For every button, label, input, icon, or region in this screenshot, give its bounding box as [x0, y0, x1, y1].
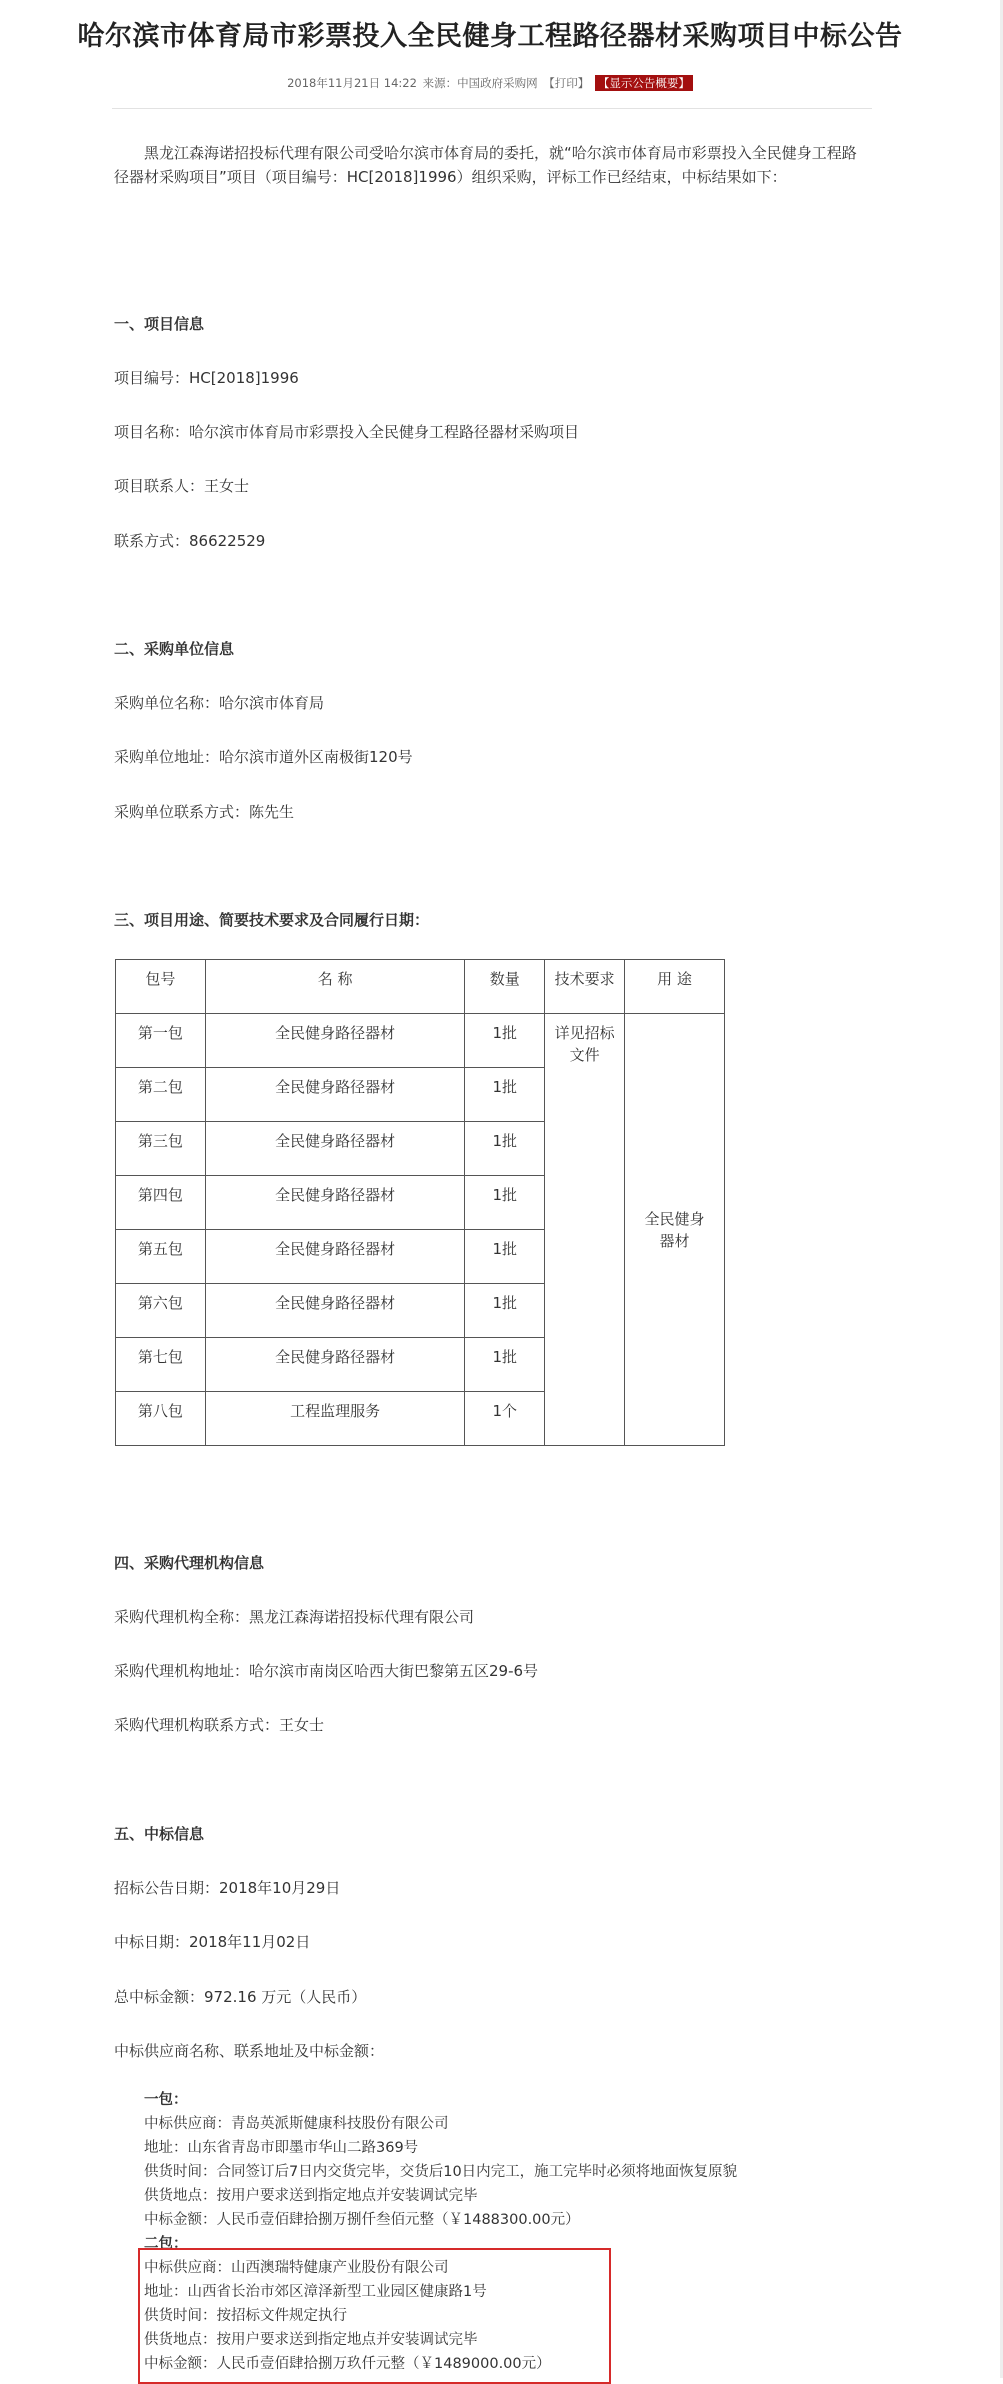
package1-delivery-time: 供货时间：合同签订后7日内交货完毕，交货后10日内完工，施工完毕时必须将地面恢复原貌	[144, 2164, 738, 2180]
cell-quantity: 1批	[465, 1176, 545, 1230]
project-phone: 联系方式：86622529	[114, 532, 266, 550]
cell-package-no: 第五包	[116, 1230, 206, 1284]
intro-paragraph: 黑龙江森海诺招投标代理有限公司受哈尔滨市体育局的委托，就“哈尔滨市体育局市彩票投入全民健身工程路径器材采购项目”项目（项目编号：HC[2018]1996）组织采购，评标工作已经结束，中标结果如下：	[114, 144, 857, 186]
header-usage: 用 途	[625, 960, 725, 1014]
cell-name: 全民健身路径器材	[205, 1068, 464, 1122]
cell-quantity: 1批	[465, 1014, 545, 1068]
section1-heading: 一、项目信息	[114, 315, 205, 333]
section3-heading: 三、项目用途、简要技术要求及合同履行日期：	[114, 911, 430, 929]
package1-label: 一包：	[144, 2092, 188, 2108]
header-name: 名 称	[205, 960, 464, 1014]
package2-amount: 中标金额：人民币壹佰肆拾捌万玖仟元整（￥1489000.00元）	[144, 2356, 551, 2372]
cell-name: 全民健身路径器材	[205, 1014, 464, 1068]
purchaser-name: 采购单位名称：哈尔滨市体育局	[114, 694, 325, 712]
cell-quantity: 1批	[465, 1338, 545, 1392]
package1-amount: 中标金额：人民币壹佰肆拾捌万捌仟叁佰元整（￥1488300.00元）	[144, 2212, 580, 2228]
cell-package-no: 第六包	[116, 1284, 206, 1338]
title-divider	[112, 108, 872, 109]
source-text: 来源：中国政府采购网	[422, 76, 538, 90]
project-number: 项目编号：HC[2018]1996	[114, 369, 299, 387]
package-table	[115, 959, 725, 1446]
package2-highlight-box	[138, 2248, 611, 2384]
cell-name: 工程监理服务	[205, 1392, 464, 1446]
header-quantity: 数量	[465, 960, 545, 1014]
page-title: 哈尔滨市体育局市彩票投入全民健身工程路径器材采购项目中标公告	[77, 21, 903, 52]
section5-heading: 五、中标信息	[114, 1825, 205, 1843]
cell-name: 全民健身路径器材	[205, 1176, 464, 1230]
section2-heading: 二、采购单位信息	[114, 640, 235, 658]
agency-contact: 采购代理机构联系方式：王女士	[114, 1716, 325, 1734]
cell-name: 全民健身路径器材	[205, 1284, 464, 1338]
header-tech-req: 技术要求	[545, 960, 625, 1014]
tender-notice-date: 招标公告日期：2018年10月29日	[114, 1879, 341, 1897]
agency-name: 采购代理机构全称：黑龙江森海诺招投标代理有限公司	[114, 1608, 475, 1626]
cell-name: 全民健身路径器材	[205, 1122, 464, 1176]
cell-quantity: 1批	[465, 1230, 545, 1284]
cell-name: 全民健身路径器材	[205, 1338, 464, 1392]
cell-package-no: 第八包	[116, 1392, 206, 1446]
purchaser-contact: 采购单位联系方式：陈先生	[114, 803, 295, 821]
purchaser-address: 采购单位地址：哈尔滨市道外区南极街120号	[114, 748, 413, 766]
section4-heading: 四、采购代理机构信息	[114, 1554, 265, 1572]
cell-tech-req: 详见招标文件	[545, 1014, 625, 1446]
show-summary-button[interactable]: 【显示公告概要】	[595, 75, 693, 91]
cell-package-no: 第三包	[116, 1122, 206, 1176]
supplier-list-heading: 中标供应商名称、联系地址及中标金额：	[114, 2042, 385, 2060]
award-date: 中标日期：2018年11月02日	[114, 1933, 311, 1951]
package2-delivery-place: 供货地点：按用户要求送到指定地点并安装调试完毕	[144, 2332, 478, 2348]
package1-delivery-place: 供货地点：按用户要求送到指定地点并安装调试完毕	[144, 2188, 478, 2204]
article-meta	[0, 75, 980, 91]
publish-date: 2018年11月21日 14:22	[287, 76, 417, 90]
header-package-no: 包号	[116, 960, 206, 1014]
project-name: 项目名称：哈尔滨市体育局市彩票投入全民健身工程路径器材采购项目	[114, 423, 580, 441]
cell-package-no: 第一包	[116, 1014, 206, 1068]
cell-quantity: 1批	[465, 1068, 545, 1122]
package2-delivery-time: 供货时间：按招标文件规定执行	[144, 2308, 347, 2324]
cell-quantity: 1个	[465, 1392, 545, 1446]
cell-usage: 全民健身器材	[625, 1014, 725, 1446]
cell-package-no: 第二包	[116, 1068, 206, 1122]
cell-package-no: 第七包	[116, 1338, 206, 1392]
package2-label: 二包：	[144, 2236, 188, 2252]
package2-supplier: 中标供应商：山西澳瑞特健康产业股份有限公司	[144, 2260, 449, 2276]
package1-address: 地址：山东省青岛市即墨市华山二路369号	[144, 2140, 419, 2156]
package1-supplier: 中标供应商：青岛英派斯健康科技股份有限公司	[144, 2116, 449, 2132]
print-link[interactable]: 【打印】	[543, 76, 590, 90]
project-contact: 项目联系人：王女士	[114, 477, 250, 495]
cell-package-no: 第四包	[116, 1176, 206, 1230]
table-row	[116, 1014, 725, 1068]
table-header-row	[116, 960, 725, 1014]
cell-quantity: 1批	[465, 1122, 545, 1176]
total-award-amount: 总中标金额：972.16 万元（人民币）	[114, 1988, 367, 2006]
cell-name: 全民健身路径器材	[205, 1230, 464, 1284]
package2-address: 地址：山西省长治市郊区漳泽新型工业园区健康路1号	[144, 2284, 487, 2300]
cell-quantity: 1批	[465, 1284, 545, 1338]
agency-address: 采购代理机构地址：哈尔滨市南岗区哈西大街巴黎第五区29-6号	[114, 1662, 539, 1680]
